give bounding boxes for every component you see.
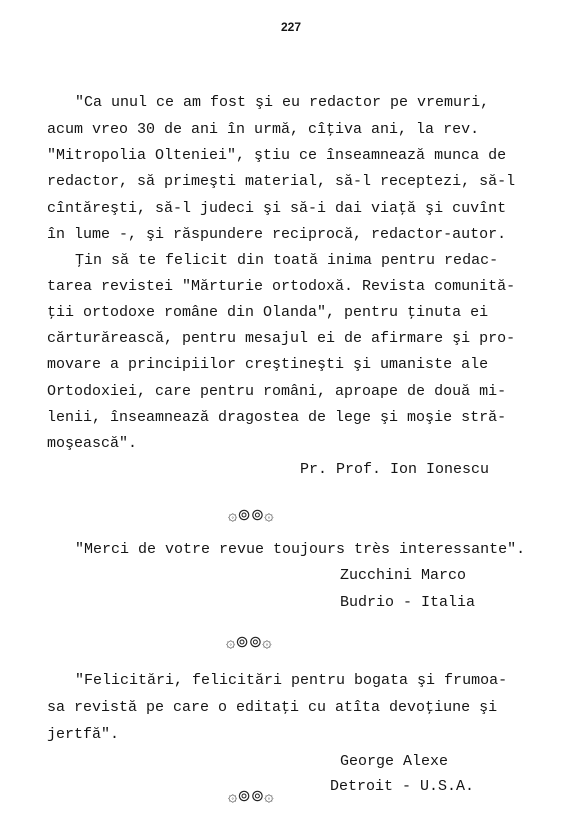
signature-place: Detroit - U.S.A. (330, 778, 475, 795)
text-line: sa revistă pe care o editaţi cu atîta devoţiune şi (47, 699, 498, 716)
text-line: movare a principiilor creştineşti şi umaniste ale (47, 356, 489, 373)
text-line: moşească". (47, 435, 138, 452)
text-line: în lume -, şi răspundere reciprocă, redactor-autor. (47, 226, 507, 243)
text-line: "Mitropolia Olteniei", ştiu ce înseamnează munca de (47, 147, 507, 164)
signature-name: George Alexe (340, 753, 449, 770)
text-line: ţii ortodoxe române din Olanda", pentru ţinuta ei (47, 304, 489, 321)
text-line: cîntăreşti, să-l judeci şi să-i dai viaţă şi cuvînt (47, 200, 507, 217)
text-line: Ţin să te felicit din toată inima pentru redac- (75, 252, 499, 269)
ornament-divider-2: ۞⊚⊚۞ (226, 632, 272, 651)
ornament-divider-1: ۞⊚⊚۞ (228, 505, 274, 524)
ornament-divider-3: ۞⊚⊚۞ (228, 786, 274, 805)
text-line: "Merci de votre revue toujours très interessante". (75, 541, 526, 558)
text-line: redactor, să primeşti material, să-l receptezi, să-l (47, 173, 516, 190)
text-line: cărturărească, pentru mesajul ei de afirmare şi pro- (47, 330, 516, 347)
text-line: "Felicitări, felicitări pentru bogata şi frumoa- (75, 672, 508, 689)
text-line: "Ca unul ce am fost şi eu redactor pe vremuri, (75, 94, 490, 111)
text-line: tarea revistei "Mărturie ortodoxă. Revista comunită- (47, 278, 516, 295)
signature-place: Budrio - Italia (340, 594, 476, 611)
signature-name: Zucchini Marco (340, 567, 467, 584)
signature-line: Pr. Prof. Ion Ionescu (300, 461, 490, 478)
text-line: lenii, înseamnează dragostea de lege şi moşie stră- (47, 409, 507, 426)
page-number: 227 (280, 20, 302, 34)
text-line: jertfă". (47, 726, 120, 743)
text-line: Ortodoxiei, care pentru români, aproape de două mi- (47, 383, 507, 400)
text-line: acum vreo 30 de ani în urmă, cîţiva ani, la rev. (47, 121, 480, 138)
